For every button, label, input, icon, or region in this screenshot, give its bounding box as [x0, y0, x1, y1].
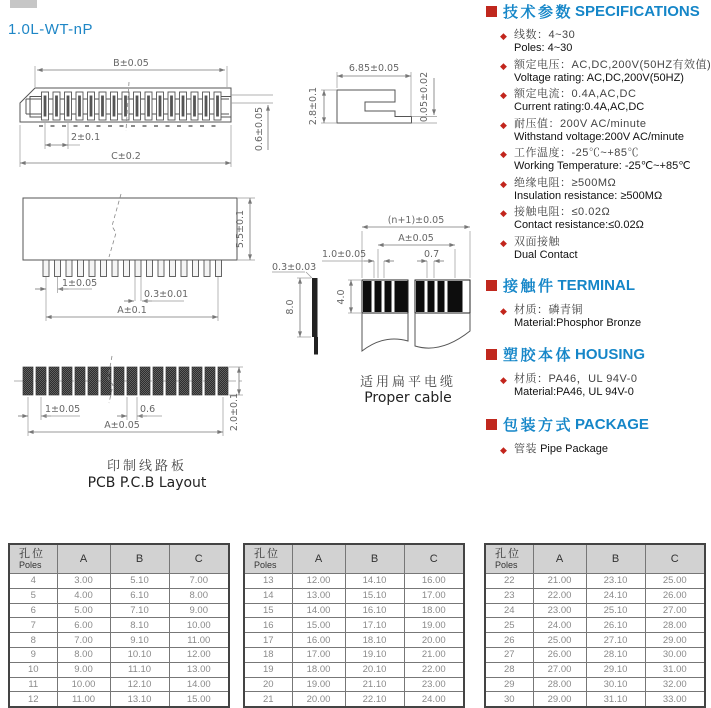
tooth-core — [159, 96, 162, 117]
pin — [78, 260, 84, 277]
dim-label-strip-height: 4.0 — [336, 289, 347, 305]
table-row — [485, 633, 705, 648]
column-header-a: A — [57, 544, 110, 574]
poles-dimension-table-1 — [8, 543, 230, 708]
spec-item-poles — [483, 29, 709, 55]
dim-label-n-plus-1: (n+1)±0.05 — [387, 215, 445, 226]
column-header-c: C — [404, 544, 464, 574]
table-cell: 12.10 — [110, 677, 169, 692]
table-row — [485, 647, 705, 662]
diamond-bullet-icon: ◆ — [500, 237, 507, 248]
table-cell: 13.00 — [292, 588, 345, 603]
spec-line-en: Voltage rating: AC,DC,200V(50HZ) — [514, 71, 684, 84]
front-view-drawing — [23, 194, 255, 321]
table-cell: 29.10 — [586, 662, 645, 677]
pcb-pad — [36, 367, 46, 395]
table-cell: 32.00 — [645, 677, 705, 692]
pcb-pad — [205, 367, 215, 395]
spec-item-withstand — [483, 118, 709, 144]
table-cell: 23.10 — [586, 574, 645, 589]
table-cell: 21.10 — [345, 677, 404, 692]
pcb-pad — [153, 367, 163, 395]
table-row — [9, 574, 229, 589]
table-cell: 21 — [244, 692, 292, 707]
spec-line-zh: 管装 — [514, 442, 537, 455]
heading-en: HOUSING — [575, 346, 646, 363]
table-row — [9, 662, 229, 677]
diamond-bullet-icon: ◆ — [500, 60, 507, 71]
tooth-core — [182, 96, 185, 117]
cable-caption-zh: 适用扁平电缆 — [359, 375, 457, 390]
table-cell: 15.00 — [169, 692, 229, 707]
table-cell: 29 — [485, 677, 533, 692]
tooth-core — [205, 96, 208, 117]
pcb-caption-zh: 印制线路板 — [106, 459, 188, 474]
heading-zh: 塑胶本体 — [503, 347, 574, 364]
red-square-icon — [486, 280, 497, 291]
table-cell: 26 — [485, 633, 533, 648]
dim-label-cable-pitch: 1.0±0.05 — [322, 249, 367, 260]
table-cell: 31.00 — [645, 662, 705, 677]
column-header-b: B — [110, 544, 169, 574]
pcb-pad — [179, 367, 189, 395]
poles-header-cell: 孔位 Poles — [485, 544, 533, 574]
side-view-drawing — [308, 63, 437, 125]
tooth-core — [101, 96, 104, 117]
table-cell: 27.10 — [586, 633, 645, 648]
table-cell: 8.10 — [110, 618, 169, 633]
table-row — [9, 647, 229, 662]
dim-label-thickness: 0.05±0.02 — [419, 71, 430, 123]
column-header-c: C — [169, 544, 229, 574]
table-cell: 29.00 — [533, 692, 586, 707]
diamond-bullet-icon: ◆ — [500, 90, 507, 100]
pin — [147, 260, 153, 277]
pcb-layout-drawing — [14, 356, 244, 491]
dim-label-cable-length: 8.0 — [285, 299, 296, 315]
tooth-core — [124, 96, 127, 117]
column-header-b: B — [345, 544, 404, 574]
diamond-bullet-icon: ◆ — [500, 31, 507, 41]
heading-en: PACKAGE — [575, 416, 649, 433]
spec-item-insulation — [483, 177, 709, 203]
table-cell: 16.00 — [404, 574, 464, 589]
table-row — [9, 677, 229, 692]
table-cell: 22.00 — [533, 588, 586, 603]
poles-dimension-table-2 — [243, 543, 465, 708]
table-row — [244, 603, 464, 618]
table-cell: 9.10 — [110, 633, 169, 648]
table-cell: 9.00 — [169, 603, 229, 618]
dim-label-gap: 0.6±0.05 — [254, 106, 265, 152]
table-cell: 27.00 — [645, 603, 705, 618]
dim-label-body-height: 5.5±0.1 — [235, 209, 246, 249]
table-row — [9, 633, 229, 648]
spec-line-zh: 材质：PA46，UL 94V-0 — [514, 372, 638, 385]
table-cell: 26.00 — [533, 647, 586, 662]
table-cell: 28.00 — [533, 677, 586, 692]
heading-zh: 包装方式 — [503, 417, 574, 434]
table-cell: 23 — [485, 588, 533, 603]
table-cell: 12 — [9, 692, 57, 707]
table-cell: 24 — [485, 603, 533, 618]
table-cell: 9.00 — [57, 662, 110, 677]
tooth-core — [216, 96, 219, 117]
dim-label-c: C±0.2 — [111, 151, 141, 162]
pin-row — [43, 260, 222, 277]
table-cell: 7.00 — [169, 574, 229, 589]
table-cell: 8 — [9, 633, 57, 648]
table-cell: 16.00 — [292, 633, 345, 648]
tooth-core — [78, 96, 81, 117]
table-cell: 25.00 — [533, 633, 586, 648]
pin — [89, 260, 95, 277]
table-cell: 24.00 — [404, 692, 464, 707]
table-cell: 7.10 — [110, 603, 169, 618]
pin — [216, 260, 222, 277]
diamond-bullet-icon: ◆ — [500, 208, 507, 218]
table-header-row — [9, 544, 229, 574]
table-cell: 15 — [244, 603, 292, 618]
pcb-pad — [23, 367, 33, 395]
table-cell: 6.10 — [110, 588, 169, 603]
pcb-pad — [140, 367, 150, 395]
table-cell: 10.00 — [57, 677, 110, 692]
pin — [43, 260, 49, 277]
tooth-core — [44, 96, 47, 117]
table-cell: 14.10 — [345, 574, 404, 589]
table-cell: 26.00 — [645, 588, 705, 603]
table-cell: 24.00 — [533, 618, 586, 633]
pin — [66, 260, 72, 277]
table-cell: 15.10 — [345, 588, 404, 603]
table-cell: 13.10 — [110, 692, 169, 707]
table-row — [485, 618, 705, 633]
spec-line-zh: 绝缘电阻：≥500MΩ — [514, 176, 617, 189]
table-cell: 14 — [244, 588, 292, 603]
spec-line-en: Poles: 4~30 — [514, 42, 573, 54]
table-cell: 4.00 — [57, 588, 110, 603]
table-row — [244, 574, 464, 589]
spec-line-en: Material:Phosphor Bronze — [514, 316, 642, 329]
spec-line-en: Pipe Package — [540, 442, 608, 455]
table-row — [485, 574, 705, 589]
table-cell: 7.00 — [57, 633, 110, 648]
spec-line-zh: 线数：4~30 — [514, 29, 576, 41]
table-cell: 28 — [485, 662, 533, 677]
diamond-bullet-icon: ◆ — [500, 149, 507, 159]
diamond-bullet-icon: ◆ — [500, 119, 507, 130]
table-cell: 11.10 — [110, 662, 169, 677]
table-row — [485, 603, 705, 618]
dim-label-pitch: 2±0.1 — [71, 132, 101, 143]
poles-header-cell: 孔位 Poles — [244, 544, 292, 574]
tooth-core — [113, 96, 116, 117]
table-cell: 30.10 — [586, 677, 645, 692]
dim-label-pad-width: 0.6 — [140, 404, 156, 415]
table-cell: 16 — [244, 618, 292, 633]
dim-label-cable-a: A±0.05 — [398, 233, 434, 244]
red-square-icon — [486, 349, 497, 360]
table-cell: 19.00 — [404, 618, 464, 633]
table-cell: 5 — [9, 588, 57, 603]
tooth-core — [136, 96, 139, 117]
spec-item-temperature — [483, 147, 709, 173]
pin — [158, 260, 164, 277]
table-cell: 18.00 — [292, 662, 345, 677]
pcb-pad — [49, 367, 59, 395]
table-cell: 25 — [485, 618, 533, 633]
table-cell: 11.00 — [57, 692, 110, 707]
table-row — [485, 588, 705, 603]
table-cell: 20 — [244, 677, 292, 692]
table-cell: 16.10 — [345, 603, 404, 618]
table-row — [485, 692, 705, 707]
spec-line-zh: 额定电压：AC,DC,200V(50HZ有效值) — [514, 58, 711, 71]
section-heading-specifications — [483, 2, 709, 20]
tooth-core — [90, 96, 93, 117]
pcb-pad — [218, 367, 228, 395]
table-cell: 26.10 — [586, 618, 645, 633]
pin — [193, 260, 199, 277]
cable-side-profile — [312, 278, 318, 337]
spec-line-zh: 耐压值：200V AC/minute — [514, 117, 647, 130]
pcb-pad — [62, 367, 72, 395]
spec-item-current — [483, 88, 709, 114]
spec-line-en: Insulation resistance: ≥500MΩ — [514, 189, 663, 202]
table-cell: 18.00 — [404, 603, 464, 618]
poles-header-cell: 孔位 Poles — [9, 544, 57, 574]
table-cell: 22.00 — [404, 662, 464, 677]
table-cell: 14.00 — [292, 603, 345, 618]
table-cell: 30.00 — [645, 647, 705, 662]
top-view-drawing — [20, 58, 273, 167]
table-cell: 17.00 — [404, 588, 464, 603]
table-cell: 19.10 — [345, 647, 404, 662]
dim-label-pad-height: 2.0±0.1 — [229, 392, 240, 432]
table-row — [9, 692, 229, 707]
table-cell: 11.00 — [169, 633, 229, 648]
spec-line-en: Current rating:0.4A,AC,DC — [514, 101, 645, 113]
table-cell: 10 — [9, 662, 57, 677]
pcb-pad — [88, 367, 98, 395]
diamond-bullet-icon: ◆ — [500, 305, 507, 316]
table-cell: 8.00 — [57, 647, 110, 662]
table-cell: 27.00 — [533, 662, 586, 677]
dim-label-b: B±0.05 — [113, 58, 149, 69]
spec-line-zh: 材质：磷青铜 — [514, 303, 583, 316]
table-cell: 17.10 — [345, 618, 404, 633]
table-row — [9, 618, 229, 633]
section-heading-terminal — [483, 277, 709, 295]
table-cell: 23.00 — [533, 603, 586, 618]
table-cell: 18.10 — [345, 633, 404, 648]
table-cell: 13.00 — [169, 662, 229, 677]
heading-zh: 技术参数 — [503, 3, 574, 21]
pcb-pad — [114, 367, 124, 395]
table-cell: 29.00 — [645, 633, 705, 648]
table-cell: 20.10 — [345, 662, 404, 677]
dim-label-height: 2.8±0.1 — [308, 86, 319, 126]
table-cell: 33.00 — [645, 692, 705, 707]
table-cell: 17.00 — [292, 647, 345, 662]
table-cell: 22 — [485, 574, 533, 589]
dim-label-pin-width: 0.3±0.01 — [144, 289, 189, 300]
table-cell: 15.00 — [292, 618, 345, 633]
table-row — [244, 618, 464, 633]
spec-line-en: Contact resistance:≤0.02Ω — [514, 219, 644, 231]
pcb-pad — [192, 367, 202, 395]
pcb-pad — [166, 367, 176, 395]
pin — [55, 260, 61, 277]
table-cell: 28.10 — [586, 647, 645, 662]
dim-label-pcb-a: A±0.05 — [104, 420, 140, 431]
table-cell: 3.00 — [57, 574, 110, 589]
dim-label-stripe-width: 0.7 — [424, 249, 440, 260]
table-cell: 6 — [9, 603, 57, 618]
table-cell: 19 — [244, 662, 292, 677]
poles-dimension-table-3 — [484, 543, 706, 708]
pcb-pad — [127, 367, 137, 395]
table-cell: 14.00 — [169, 677, 229, 692]
table-row — [244, 633, 464, 648]
table-cell: 23.00 — [404, 677, 464, 692]
table-row — [9, 603, 229, 618]
table-cell: 4 — [9, 574, 57, 589]
spec-line-zh: 接触电阻：≤0.02Ω — [514, 206, 611, 218]
spec-column — [483, 2, 709, 459]
table-cell: 6.00 — [57, 618, 110, 633]
table-cell: 11 — [9, 677, 57, 692]
table-cell: 25.10 — [586, 603, 645, 618]
diamond-bullet-icon: ◆ — [500, 178, 507, 189]
table-header-row — [244, 544, 464, 574]
diamond-bullet-icon: ◆ — [500, 374, 507, 385]
page-title: 1.0L-WT-nP — [8, 21, 94, 38]
table-cell: 17 — [244, 633, 292, 648]
table-cell: 9 — [9, 647, 57, 662]
column-header-b: B — [586, 544, 645, 574]
table-cell: 20.00 — [292, 692, 345, 707]
table-header-row — [485, 544, 705, 574]
table-cell: 5.10 — [110, 574, 169, 589]
dim-label-a: A±0.1 — [117, 305, 147, 316]
table-cell: 22.10 — [345, 692, 404, 707]
table-cell: 18 — [244, 647, 292, 662]
table-row — [485, 677, 705, 692]
table-cell: 8.00 — [169, 588, 229, 603]
table-row — [244, 662, 464, 677]
table-cell: 10.00 — [169, 618, 229, 633]
table-row — [244, 647, 464, 662]
cable-caption-en: Proper cable — [364, 390, 452, 406]
tooth-core — [193, 96, 196, 117]
table-cell: 21.00 — [533, 574, 586, 589]
spec-line-zh: 双面接触 — [514, 235, 560, 248]
spec-line-en: Dual Contact — [514, 248, 578, 261]
tooth-core — [147, 96, 150, 117]
column-header-a: A — [292, 544, 345, 574]
dim-label-width: 6.85±0.05 — [348, 63, 400, 74]
table-cell: 31.10 — [586, 692, 645, 707]
table-cell: 12.00 — [292, 574, 345, 589]
table-cell: 5.00 — [57, 603, 110, 618]
spec-line-zh: 工作温度：-25℃~+85℃ — [514, 147, 639, 159]
table-row — [244, 677, 464, 692]
table-cell: 27 — [485, 647, 533, 662]
spec-item-contact-resistance — [483, 206, 709, 232]
table-row — [244, 692, 464, 707]
pin — [124, 260, 130, 277]
dim-label-pad-pitch: 1±0.05 — [45, 404, 81, 415]
heading-en: SPECIFICATIONS — [575, 2, 700, 20]
red-square-icon — [486, 6, 497, 17]
tooth-core — [67, 96, 70, 117]
table-cell: 12.00 — [169, 647, 229, 662]
section-heading-housing — [483, 346, 709, 364]
pin — [204, 260, 210, 277]
table-cell: 10.10 — [110, 647, 169, 662]
table-cell: 24.10 — [586, 588, 645, 603]
tooth-core — [170, 96, 173, 117]
spec-item-package-type — [483, 443, 709, 456]
heading-en: TERMINAL — [557, 277, 636, 294]
pcb-caption-en: PCB P.C.B Layout — [87, 475, 207, 491]
dim-label-cable-thickness: 0.3±0.03 — [272, 262, 317, 273]
diamond-bullet-icon: ◆ — [500, 444, 507, 455]
spec-item-housing-material — [483, 373, 709, 399]
pin — [101, 260, 107, 277]
spec-line-en: Withstand voltage:200V AC/minute — [514, 130, 684, 143]
spec-line-en: Working Temperature: -25℃~+85℃ — [514, 160, 691, 172]
cable-drawing — [272, 215, 470, 406]
heading-zh: 接触件 — [503, 278, 556, 295]
spec-line-en: Material:PA46, UL 94V-0 — [514, 385, 634, 398]
table-cell: 7 — [9, 618, 57, 633]
table-cell: 19.00 — [292, 677, 345, 692]
pin — [112, 260, 118, 277]
column-header-c: C — [645, 544, 705, 574]
table-cell: 13 — [244, 574, 292, 589]
table-cell: 25.00 — [645, 574, 705, 589]
table-cell: 28.00 — [645, 618, 705, 633]
table-cell: 30 — [485, 692, 533, 707]
pcb-pad — [75, 367, 85, 395]
spec-item-dual-contact — [483, 236, 709, 262]
spec-item-voltage — [483, 59, 709, 85]
dim-label-pin-pitch: 1±0.05 — [62, 278, 98, 289]
table-cell: 21.00 — [404, 647, 464, 662]
pin — [135, 260, 141, 277]
table-cell: 20.00 — [404, 633, 464, 648]
column-header-a: A — [533, 544, 586, 574]
table-row — [244, 588, 464, 603]
pin — [170, 260, 176, 277]
red-square-icon — [486, 419, 497, 430]
pin — [181, 260, 187, 277]
table-row — [9, 588, 229, 603]
section-heading-package — [483, 416, 709, 434]
spec-line-zh: 额定电流：0.4A,AC,DC — [514, 88, 637, 100]
spec-item-terminal-material — [483, 304, 709, 330]
tooth-core — [55, 96, 58, 117]
table-row — [485, 662, 705, 677]
